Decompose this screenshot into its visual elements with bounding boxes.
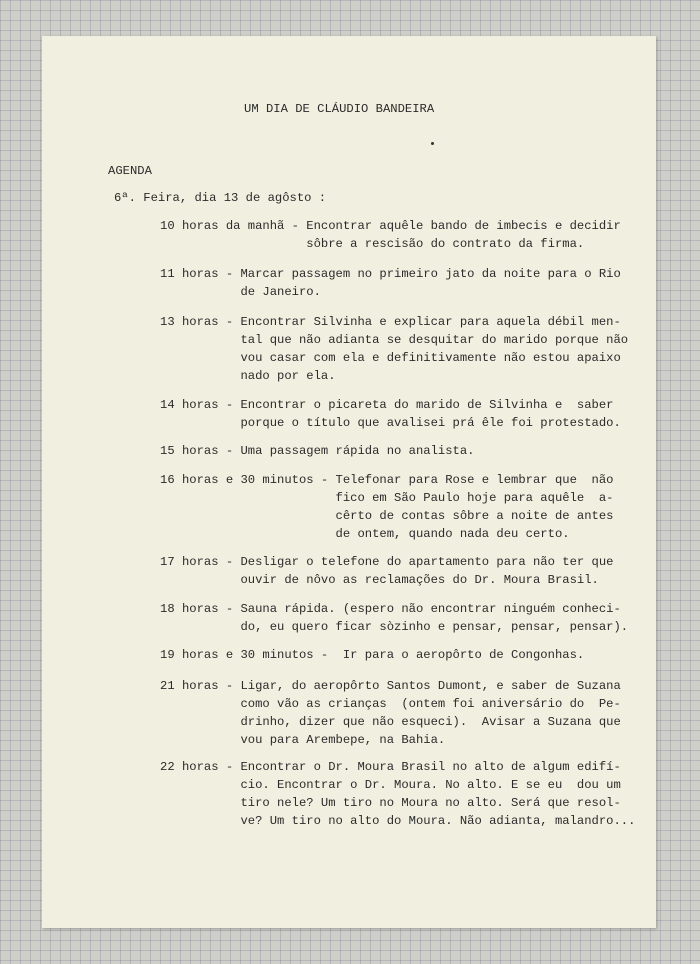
entry-line: cêrto de contas sôbre a noite de antes (160, 509, 614, 523)
entry-line: nado por ela. (160, 369, 336, 383)
entry-line: 18 horas - Sauna rápida. (espero não encontrar ninguém conheci- (160, 602, 621, 616)
entry-line: ouvir de nôvo as reclamações do Dr. Moura Brasil. (160, 573, 599, 587)
entry-line: porque o título que avalisei prá êle foi protestado. (160, 416, 621, 430)
entry-line: 17 horas - Desligar o telefone do apartamento para não ter que (160, 555, 614, 569)
entry-line: 16 horas e 30 minutos - Telefonar para Rose e lembrar que não (160, 473, 614, 487)
entry-line: tal que não adianta se desquitar do marido porque não (160, 333, 629, 347)
agenda-entry-18h (160, 600, 656, 636)
entry-line: 22 horas - Encontrar o Dr. Moura Brasil no alto de algum edifí- (160, 760, 621, 774)
agenda-entry-22h (160, 758, 656, 830)
agenda-entry-10h (160, 217, 656, 253)
section-heading: AGENDA (108, 164, 152, 178)
agenda-entry-13h (160, 313, 656, 385)
entry-line: sôbre a rescisão do contrato da firma. (160, 237, 585, 251)
entry-line: do, eu quero ficar sòzinho e pensar, pensar, pensar). (160, 620, 629, 634)
agenda-entry-19h30 (160, 646, 656, 664)
ink-speck (431, 142, 434, 145)
entry-line: 10 horas da manhã - Encontrar aquêle bando de imbecis e decidir (160, 219, 621, 233)
typewritten-page (42, 36, 656, 928)
entry-line: fico em São Paulo hoje para aquêle a- (160, 491, 614, 505)
agenda-entry-11h (160, 265, 656, 301)
agenda-entry-15h (160, 442, 656, 460)
page-title: UM DIA DE CLÁUDIO BANDEIRA (244, 102, 435, 116)
entry-line: drinho, dizer que não esqueci). Avisar a Suzana que (160, 715, 621, 729)
entry-line: 11 horas - Marcar passagem no primeiro jato da noite para o Rio (160, 267, 621, 281)
entry-line: 14 horas - Encontrar o picareta do marido de Silvinha e saber (160, 398, 614, 412)
entry-line: de Janeiro. (160, 285, 321, 299)
entry-line: ve? Um tiro no alto do Moura. Não adianta, malandro... (160, 814, 636, 828)
entry-line: 13 horas - Encontrar Silvinha e explicar para aquela débil men- (160, 315, 621, 329)
entry-line: vou para Arembepe, na Bahia. (160, 733, 446, 747)
agenda-entry-17h (160, 553, 656, 589)
agenda-entry-21h (160, 677, 656, 749)
entry-line: cio. Encontrar o Dr. Moura. No alto. E se eu dou um (160, 778, 621, 792)
entry-line: 21 horas - Ligar, do aeropôrto Santos Dumont, e saber de Suzana (160, 679, 621, 693)
agenda-entry-16h30 (160, 471, 656, 543)
entry-line: 19 horas e 30 minutos - Ir para o aeropôrto de Congonhas. (160, 648, 585, 662)
date-line: 6ª. Feira, dia 13 de agôsto : (114, 191, 327, 205)
entry-line: 15 horas - Uma passagem rápida no analista. (160, 444, 475, 458)
agenda-entry-14h (160, 396, 656, 432)
entry-line: de ontem, quando nada deu certo. (160, 527, 570, 541)
entry-line: como vão as crianças (ontem foi aniversário do Pe- (160, 697, 621, 711)
entry-line: tiro nele? Um tiro no Moura no alto. Será que resol- (160, 796, 621, 810)
entry-line: vou casar com ela e definitivamente não estou apaixo (160, 351, 621, 365)
